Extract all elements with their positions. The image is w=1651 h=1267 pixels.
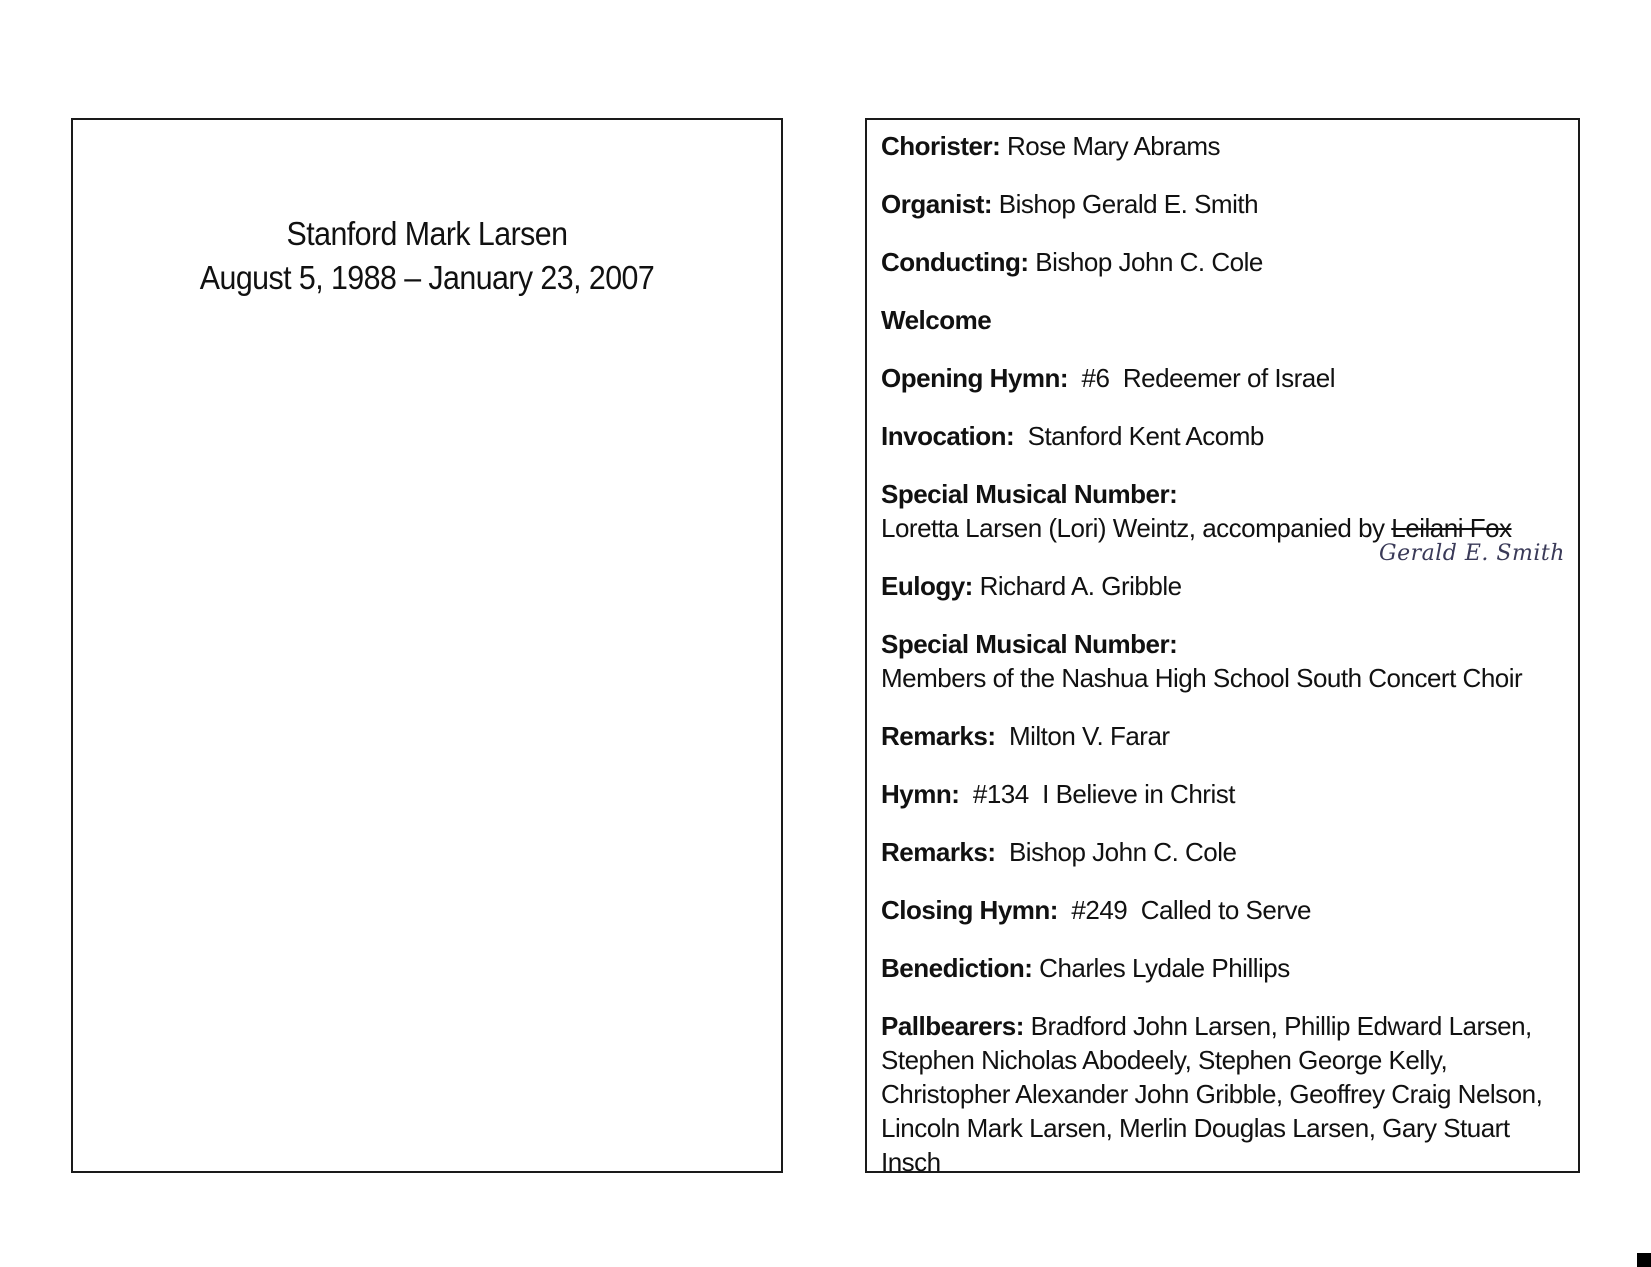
opening-hymn-value: #6 Redeemer of Israel (1068, 363, 1335, 393)
remarks-1-value: Milton V. Farar (995, 721, 1170, 751)
invocation-label: Invocation: (881, 421, 1015, 451)
welcome-item (881, 303, 1581, 337)
opening-hymn-label: Opening Hymn: (881, 363, 1069, 393)
opening-hymn-item (881, 361, 1581, 395)
hymn-item (881, 777, 1581, 811)
struck-accompanist: Leilani Fox (1391, 513, 1512, 543)
chorister-value: Rose Mary Abrams (1000, 131, 1221, 161)
chorister-item (881, 129, 1581, 163)
benediction-label: Benediction: (881, 953, 1033, 983)
program-panel (865, 118, 1580, 1177)
organist-value: Bishop Gerald E. Smith (992, 189, 1259, 219)
special-music-2-item (881, 627, 1581, 695)
remarks-1-item (881, 719, 1581, 753)
cover-panel (71, 118, 783, 1173)
pallbearers-value: Bradford John Larsen, Phillip Edward Larsen, Stephen Nicholas Abodeely, Stephen George Kelly, Christopher Alexander John Gribble, Geoffrey Craig Nelson, Lincoln Mark Larsen, Merlin Douglas Larsen, Gary Stuart Insch (881, 1011, 1543, 1177)
benediction-value: Charles Lydale Phillips (1032, 953, 1290, 983)
remarks-2-label: Remarks: (881, 837, 996, 867)
pallbearers-item (881, 1009, 1571, 1179)
eulogy-label: Eulogy: (881, 571, 973, 601)
closing-hymn-value: #249 Called to Serve (1057, 895, 1311, 925)
special-music-2-label: Special Musical Number: (881, 629, 1178, 659)
deceased-name: Stanford Mark Larsen (286, 215, 568, 252)
special-music-1-item (881, 477, 1581, 566)
invocation-value: Stanford Kent Acomb (1014, 421, 1264, 451)
chorister-label: Chorister: (881, 131, 1001, 161)
eulogy-item (881, 569, 1581, 603)
conducting-label: Conducting: (881, 247, 1029, 277)
life-dates: August 5, 1988 – January 23, 2007 (199, 259, 655, 296)
special-music-2-value: Members of the Nashua High School South Concert Choir (881, 663, 1523, 693)
welcome-label: Welcome (881, 305, 992, 335)
hymn-label: Hymn: (881, 779, 960, 809)
scan-corner-mark (1637, 1253, 1651, 1267)
special-music-1-label: Special Musical Number: (881, 479, 1178, 509)
benediction-item (881, 951, 1581, 985)
eulogy-value: Richard A. Gribble (972, 571, 1182, 601)
closing-hymn-label: Closing Hymn: (881, 895, 1058, 925)
special-music-1-value: Loretta Larsen (Lori) Weintz, accompanied by (881, 513, 1392, 543)
organist-item (881, 187, 1581, 221)
pallbearers-label: Pallbearers: (881, 1011, 1024, 1041)
organist-label: Organist: (881, 189, 993, 219)
conducting-item (881, 245, 1581, 279)
remarks-2-item (881, 835, 1581, 869)
remarks-1-label: Remarks: (881, 721, 996, 751)
hymn-value: #134 I Believe in Christ (959, 779, 1235, 809)
conducting-value: Bishop John C. Cole (1028, 247, 1263, 277)
remarks-2-value: Bishop John C. Cole (995, 837, 1237, 867)
invocation-item (881, 419, 1581, 453)
program-list (881, 129, 1581, 1203)
handwritten-correction: Gerald E. Smith (1379, 541, 1565, 566)
closing-hymn-item (881, 893, 1581, 927)
